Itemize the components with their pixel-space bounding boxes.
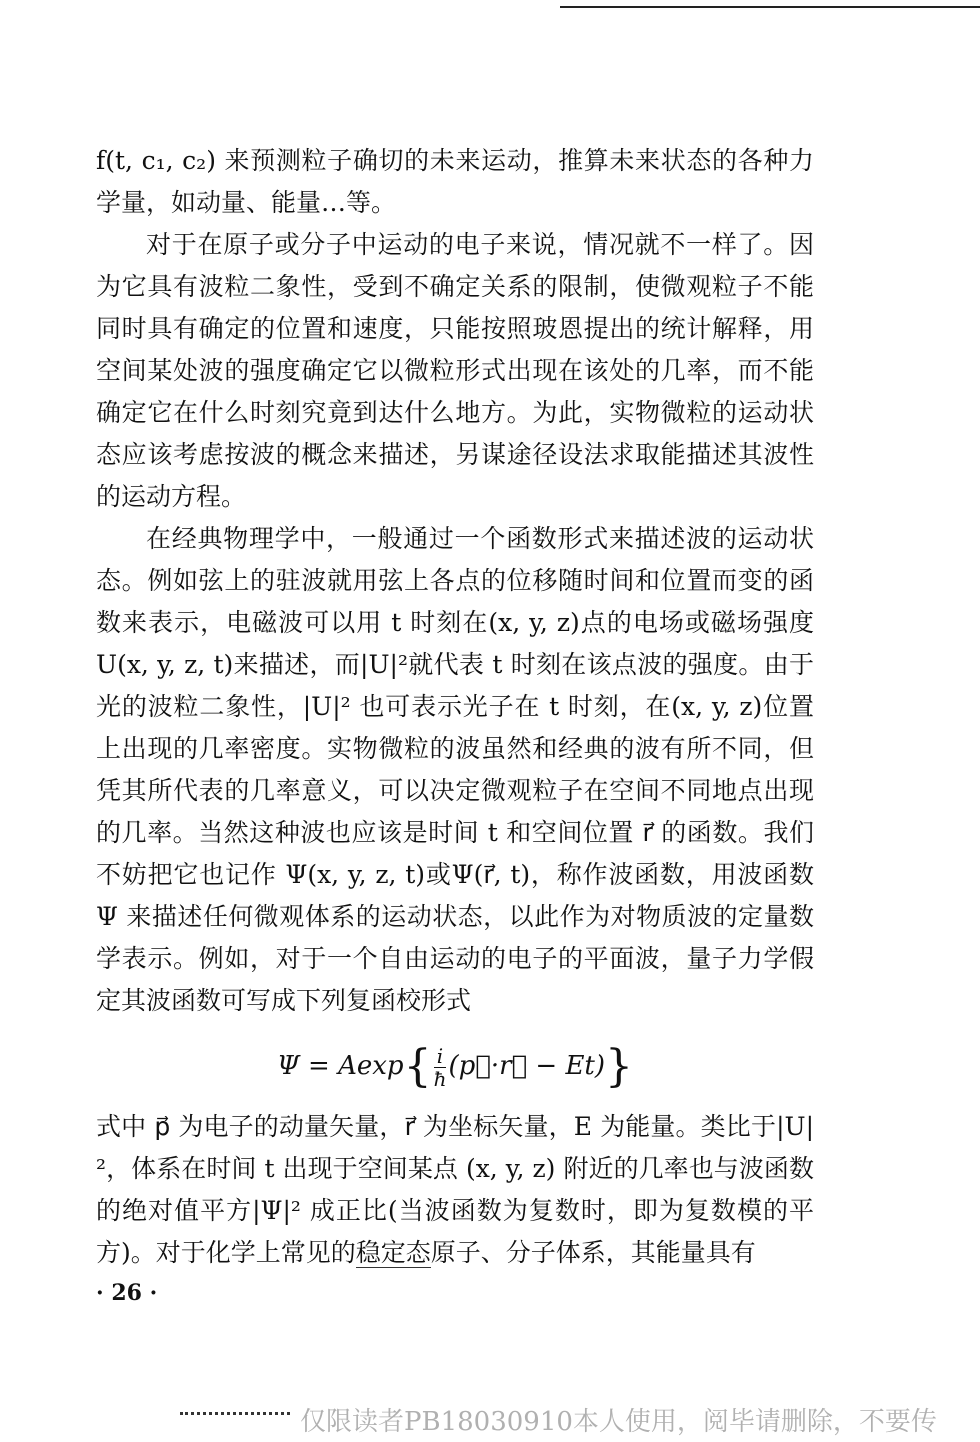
equation-fraction bbox=[434, 1045, 447, 1090]
left-brace: { bbox=[403, 1041, 432, 1092]
paragraph-3: 在经典物理学中，一般通过一个函数形式来描述波的运动状态。例如弦上的驻波就用弦上各点的位移随时间和位置而变的函数来表示，电磁波可以用 t 时刻在(x, y, z)点的电场或磁场强度 U(x, y, z, t)来描述，而|U|²就代表 t 时刻在该点波的强度。由于光的波粒二象性，|U|² 也可表示光子在 t 时刻，在(x, y, z)位置上出现的几率密度。实物微粒的波虽然和经典的波有所不同，但凭其所代表的几率意义，可以决定微观粒子在空间不同地点出现的几率。当然这种波也应该是时间 t 和空间位置 r⃗ 的函数。我们不妨把它也记作 Ψ(x, y, z, t)或Ψ(r⃗, t)，称作波函数，用波函数 Ψ 来描述任何微观体系的运动状态，以此作为对物质波的定量数学表示。例如，对于一个自由运动的电子的平面波，量子力学假定其波函数可写成下列复函校形式 bbox=[96, 524, 814, 1015]
top-rule bbox=[560, 6, 980, 8]
paragraph-4 bbox=[96, 1106, 814, 1274]
equation-lhs: Ψ = Aexp bbox=[276, 1051, 404, 1081]
paragraph-4-end: 原子、分子体系，其能量具有 bbox=[430, 1238, 756, 1267]
underlined-term: 稳定态 bbox=[355, 1238, 431, 1267]
scan-marks bbox=[180, 1406, 290, 1415]
watermark-text: 仅限读者PB18030910本人使用，阅毕请删除，不要传 bbox=[300, 1407, 937, 1437]
right-brace: } bbox=[605, 1041, 634, 1092]
body-text bbox=[96, 140, 814, 1022]
fraction-numerator: i bbox=[434, 1045, 447, 1068]
paragraph-1: f(t, c₁, c₂) 来预测粒子确切的未来运动，推算未来状态的各种力学量，如动量、能量…等。 bbox=[96, 146, 814, 217]
equation-rhs: (p⃗·r⃗ − Et) bbox=[448, 1051, 606, 1081]
paragraph-4-start: 式中 p⃗ 为电子的动量矢量，r⃗ 为坐标矢量，E 为能量。类比于|U|²，体系在时间 t 出现于空间某点 (x, y, z) 附近的几率也与波函数的绝对值平方|Ψ|² 成正比(当波函数为复数时，即为复数模的平方)。对于化学上常见的 bbox=[96, 1112, 814, 1267]
wave-function-equation bbox=[96, 1036, 814, 1096]
fraction-denominator: ħ bbox=[433, 1066, 447, 1091]
paragraph-2: 对于在原子或分子中运动的电子来说，情况就不一样了。因为它具有波粒二象性，受到不确定关系的限制，使微观粒子不能同时具有确定的位置和速度，只能按照玻恩提出的统计解释，用空间某处波的强度确定它以微粒形式出现在该处的几率，而不能确定它在什么时刻究竟到达什么地方。为此，实物微粒的运动状态应该考虑按波的概念来描述，另谋途径设法求取能描述其波性的运动方程。 bbox=[96, 230, 814, 511]
body-text-continued bbox=[96, 1106, 814, 1274]
page-number: · 26 · bbox=[96, 1280, 158, 1306]
